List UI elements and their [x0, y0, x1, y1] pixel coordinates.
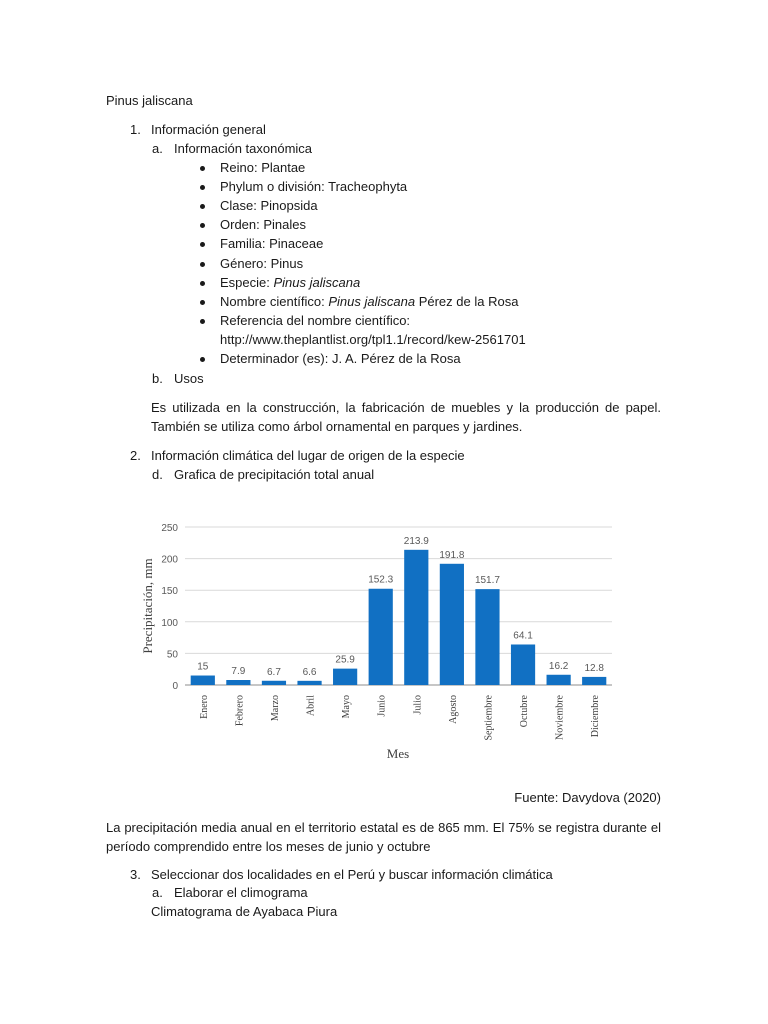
data-label: 152.3 — [368, 574, 394, 586]
bar-septiembre — [475, 589, 499, 685]
precip-text: La precipitación media anual en el territorio estatal es de 865 mm. El 75% se registra durante el período comprendido entre los meses de junio y octubre — [106, 820, 661, 854]
tax-especie-label: Especie: — [220, 275, 274, 290]
section-2d-heading: Grafica de precipitación total anual — [174, 467, 375, 482]
x-tick-label: Agosto — [447, 695, 459, 724]
precipitation-chart — [130, 515, 620, 770]
section-2-number: 2. — [130, 448, 141, 463]
bar-diciembre — [582, 677, 606, 685]
section-3a-heading: Elaborar el climograma — [174, 885, 308, 900]
section-3-number: 3. — [130, 867, 141, 882]
y-tick-label: 200 — [161, 554, 178, 566]
y-tick-label: 150 — [161, 586, 178, 598]
bar-octubre — [511, 644, 535, 685]
tax-familia: Familia: Pinaceae — [220, 236, 324, 251]
tax-clase: Clase: Pinopsida — [220, 198, 318, 213]
bar-marzo — [262, 681, 286, 685]
data-label: 12.8 — [584, 662, 604, 674]
bar-junio — [369, 589, 393, 685]
bar-febrero — [226, 680, 250, 685]
data-label: 6.6 — [302, 666, 317, 678]
tax-nombre-value: Pinus jaliscana — [328, 294, 416, 309]
data-label: 16.2 — [548, 660, 569, 672]
bar-abril — [297, 681, 321, 685]
x-tick-label: Diciembre — [590, 695, 602, 738]
data-label: 25.9 — [335, 654, 355, 666]
y-tick-label: 50 — [166, 649, 178, 661]
section-2d-letter: d. — [152, 467, 163, 482]
x-tick-label: Octubre — [519, 695, 531, 728]
data-label: 15 — [197, 661, 209, 673]
bar-noviembre — [547, 675, 571, 685]
chart-source: Fuente: Davydova (2020) — [514, 790, 661, 805]
tax-nombre-author: Pérez de la Rosa — [415, 294, 519, 309]
y-axis-title: Precipitación, mm — [140, 558, 155, 654]
x-tick-label: Noviembre — [554, 695, 566, 740]
data-label: 151.7 — [474, 575, 500, 587]
bar-julio — [404, 550, 428, 685]
doc-title: Pinus jaliscana — [106, 93, 193, 108]
data-label: 191.8 — [439, 549, 465, 561]
section-1a-letter: a. — [152, 141, 163, 156]
y-tick-label: 0 — [172, 681, 178, 692]
section-3a-letter: a. — [152, 885, 163, 900]
climograma-title: Climatograma de Ayabaca Piura — [151, 904, 338, 919]
tax-referencia-label: Referencia del nombre científico: — [220, 313, 411, 328]
x-tick-label: Septiembre — [483, 695, 495, 741]
tax-nombre-label: Nombre científico: — [220, 294, 329, 309]
tax-orden: Orden: Pinales — [220, 217, 306, 232]
section-1-number: 1. — [130, 122, 141, 137]
tax-especie — [220, 275, 360, 291]
x-tick-label: Enero — [198, 695, 210, 719]
tax-especie-value: Pinus jaliscana — [273, 275, 361, 290]
tax-reino: Reino: Plantae — [220, 160, 306, 175]
x-tick-label: Abril — [305, 695, 317, 717]
data-label: 213.9 — [403, 535, 429, 547]
tax-nombre-cientifico — [220, 294, 518, 310]
usos-paragraph — [151, 398, 661, 436]
section-3-heading: Seleccionar dos localidades en el Perú y buscar información climática — [151, 867, 553, 882]
x-tick-label: Marzo — [269, 695, 281, 722]
data-label: 7.9 — [231, 666, 246, 678]
bar-agosto — [440, 564, 464, 685]
usos-text: Es utilizada en la construcción, la fabricación de muebles y la producción de papel. También se utiliza como árbol ornamental en parques y jardines. — [151, 400, 661, 434]
section-1b-heading: Usos — [174, 371, 204, 386]
section-1b-letter: b. — [152, 371, 163, 386]
section-1-heading: Información general — [151, 122, 266, 137]
tax-determinador: Determinador (es): J. A. Pérez de la Rosa — [220, 351, 461, 366]
tax-phylum: Phylum o división: Tracheophyta — [220, 179, 408, 194]
section-1a-heading: Información taxonómica — [174, 141, 313, 156]
y-tick-label: 250 — [161, 523, 178, 534]
bar-enero — [191, 676, 215, 685]
data-label: 64.1 — [513, 630, 533, 642]
x-tick-label: Mayo — [341, 695, 353, 719]
y-tick-label: 100 — [161, 617, 178, 629]
section-2-heading: Información climática del lugar de origen de la especie — [151, 448, 465, 463]
data-label: 6.7 — [267, 666, 281, 678]
x-tick-label: Julio — [412, 695, 424, 715]
tax-referencia-url: http://www.theplantlist.org/tpl1.1/record/kew-2561701 — [220, 332, 526, 347]
x-axis-title: Mes — [386, 746, 410, 761]
x-tick-label: Febrero — [234, 695, 246, 727]
precip-paragraph — [106, 818, 661, 856]
x-tick-label: Junio — [376, 695, 388, 717]
bar-mayo — [333, 669, 357, 685]
tax-genero: Género: Pinus — [220, 256, 304, 271]
